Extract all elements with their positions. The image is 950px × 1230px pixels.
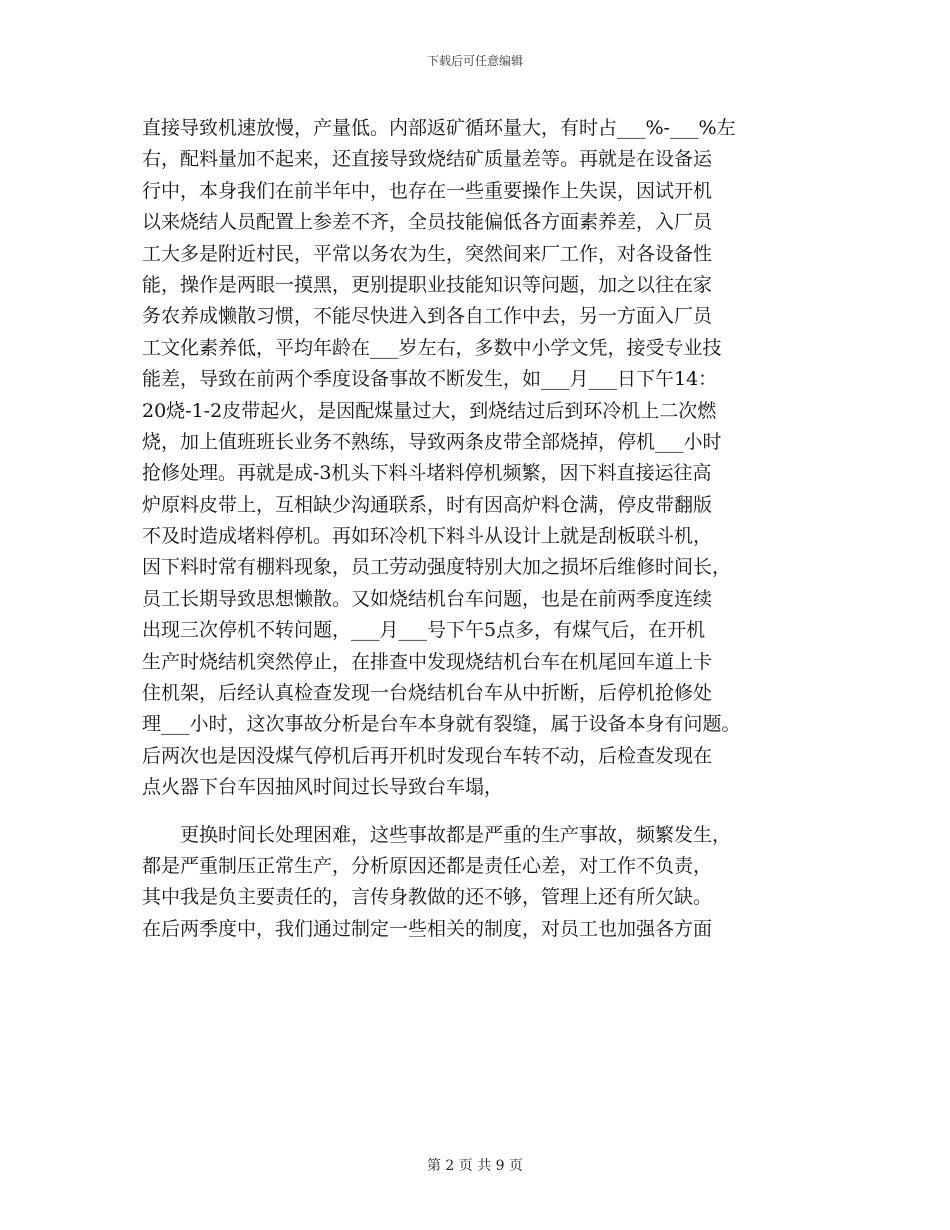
text-line: 工文化素养低，平均年龄在___岁左右，多数中小学文凭，接受专业技	[142, 336, 722, 359]
text-line: 因下料时常有棚料现象，员工劳动强度特别大加之损坏后维修时间长，	[142, 556, 732, 579]
text-line: 出现三次停机不转问题，___月___号下午5点多，有煤气后，在开机	[142, 619, 706, 642]
paragraph-1	[142, 113, 822, 804]
text-line: 行中，本身我们在前半年中，也存在一些重要操作上失误，因试开机	[142, 179, 713, 202]
text-line: 工大多是附近村民，平常以务农为生，突然间来厂工作，对各设备性	[142, 242, 713, 265]
text-line: 右，配料量加不起来，还直接导致烧结矿质量差等。再就是在设备运	[142, 148, 713, 171]
text-line: 住机架，后经认真检查发现一台烧结机台车从中折断，后停机抢修处	[142, 682, 713, 705]
text-line: 理___小时，这次事故分析是台车本身就有裂缝，属于设备本身有问题。	[142, 713, 741, 736]
text-line: 生产时烧结机突然停止，在排查中发现烧结机台车在机尾回车道上卡	[142, 650, 713, 673]
text-line: 更换时间长处理困难，这些事故都是严重的生产事故，频繁发生，	[142, 823, 732, 846]
text-line: 点火器下台车因抽风时间过长导致台车塌，	[142, 776, 504, 799]
text-line: 抢修处理。再就是成-3机头下料斗堵料停机频繁，因下料直接运往高	[142, 462, 712, 485]
page-footer: 第 2 页 共 9 页	[426, 1158, 524, 1174]
text-line: 其中我是负主要责任的，言传身教做的还不够，管理上还有所欠缺。	[142, 886, 713, 909]
paragraph-2	[142, 820, 822, 946]
page-header: 下载后可任意编辑	[426, 54, 523, 68]
text-line: 以来烧结人员配置上参差不齐，全员技能偏低各方面素养差，入厂员	[142, 211, 713, 234]
document-body	[142, 113, 822, 945]
text-line: 能差，导致在前两个季度设备事故不断发生，如___月___日下午14：	[142, 368, 718, 391]
text-line: 直接导致机速放慢，产量低。内部返矿循环量大，有时占___%-___%左	[142, 117, 736, 139]
text-line: 员工长期导致思想懒散。又如烧结机台车问题，也是在前两季度连续	[142, 587, 713, 610]
text-line: 都是严重制压正常生产，分析原因还都是责任心差，对工作不负责，	[142, 854, 713, 877]
text-line: 20烧-1-2皮带起火，是因配煤量过大，到烧结过后到环冷机上二次燃	[142, 399, 717, 422]
text-line: 烧，加上值班班长业务不熟练，导致两条皮带全部烧掉，停机___小时	[142, 430, 722, 453]
text-line: 在后两季度中，我们通过制定一些相关的制度，对员工也加强各方面	[142, 917, 713, 940]
text-line: 炉原料皮带上，互相缺少沟通联系，时有因高炉料仓满，停皮带翻版	[142, 493, 713, 516]
text-line: 不及时造成堵料停机。再如环冷机下料斗从设计上就是刮板联斗机，	[142, 525, 713, 548]
text-line: 能，操作是两眼一摸黑，更别提职业技能知识等问题，加之以往在家	[142, 273, 713, 296]
paragraph-gap	[142, 804, 822, 820]
text-line: 后两次也是因没煤气停机后再开机时发现台车转不动，后检查发现在	[142, 744, 713, 767]
text-line: 务农养成懒散习惯，不能尽快进入到各自工作中去，另一方面入厂员	[142, 305, 713, 328]
